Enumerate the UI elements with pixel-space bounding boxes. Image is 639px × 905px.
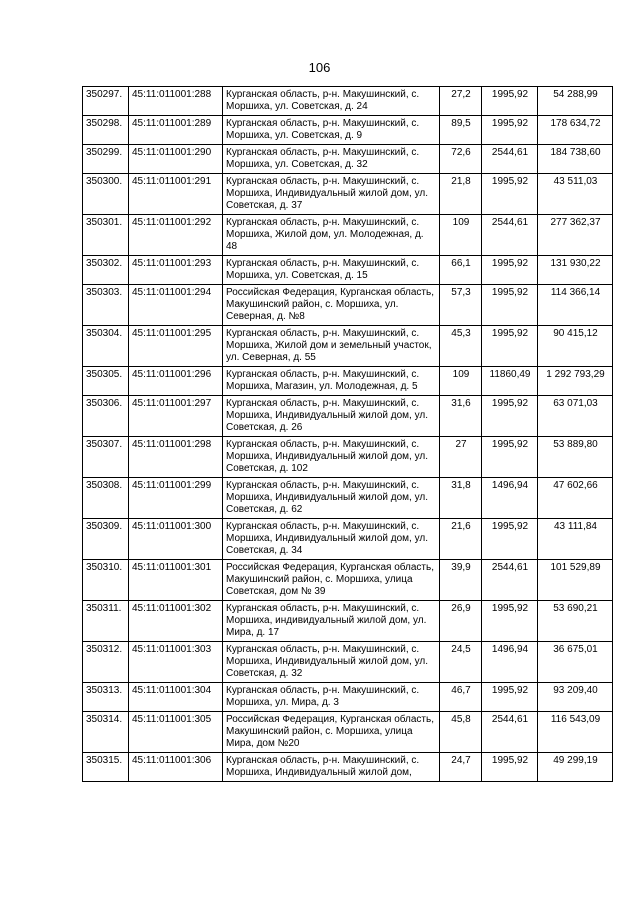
table-row xyxy=(83,437,613,478)
cadastral-value: 43 111,84 xyxy=(538,519,613,560)
table-row xyxy=(83,601,613,642)
page-number: 106 xyxy=(308,60,331,75)
table-row xyxy=(83,712,613,753)
table-row xyxy=(83,478,613,519)
object-address: Курганская область, р-н. Макушинский, с. Моршиха, Индивидуальный жилой дом, ул. Советская, д. 37 xyxy=(223,174,440,215)
table-row xyxy=(83,560,613,601)
object-area: 109 xyxy=(440,215,482,256)
specific-value: 2544,61 xyxy=(482,145,538,174)
row-number: 350298. xyxy=(83,116,129,145)
object-area: 24,7 xyxy=(440,753,482,782)
row-number: 350297. xyxy=(83,87,129,116)
row-number: 350305. xyxy=(83,367,129,396)
cadastral-value: 114 366,14 xyxy=(538,285,613,326)
object-address: Курганская область, р-н. Макушинский, с. Моршиха, ул. Советская, д. 15 xyxy=(223,256,440,285)
object-address: Российская Федерация, Курганская область, Макушинский район, с. Моршиха, улица Мира, дом №20 xyxy=(223,712,440,753)
cadastral-value: 93 209,40 xyxy=(538,683,613,712)
specific-value: 1995,92 xyxy=(482,174,538,215)
cadastral-value: 54 288,99 xyxy=(538,87,613,116)
cadastral-value: 90 415,12 xyxy=(538,326,613,367)
table-body xyxy=(83,87,613,782)
object-address: Курганская область, р-н. Макушинский, с. Моршиха, ул. Советская, д. 9 xyxy=(223,116,440,145)
specific-value: 1995,92 xyxy=(482,285,538,326)
cadastral-number: 45:11:011001:299 xyxy=(129,478,223,519)
specific-value: 1995,92 xyxy=(482,437,538,478)
object-area: 46,7 xyxy=(440,683,482,712)
object-area: 21,8 xyxy=(440,174,482,215)
specific-value: 1995,92 xyxy=(482,519,538,560)
specific-value: 1995,92 xyxy=(482,256,538,285)
object-area: 31,6 xyxy=(440,396,482,437)
table-row xyxy=(83,683,613,712)
object-area: 27 xyxy=(440,437,482,478)
object-address: Курганская область, р-н. Макушинский, с. Моршиха, Индивидуальный жилой дом, ул. Советская, д. 62 xyxy=(223,478,440,519)
cadastral-value: 101 529,89 xyxy=(538,560,613,601)
cadastral-number: 45:11:011001:292 xyxy=(129,215,223,256)
row-number: 350309. xyxy=(83,519,129,560)
row-number: 350313. xyxy=(83,683,129,712)
object-area: 45,3 xyxy=(440,326,482,367)
cadastral-number: 45:11:011001:290 xyxy=(129,145,223,174)
table-row xyxy=(83,753,613,782)
row-number: 350315. xyxy=(83,753,129,782)
table-row xyxy=(83,174,613,215)
object-area: 26,9 xyxy=(440,601,482,642)
table-row xyxy=(83,116,613,145)
object-area: 66,1 xyxy=(440,256,482,285)
cadastral-number: 45:11:011001:294 xyxy=(129,285,223,326)
object-address: Курганская область, р-н. Макушинский, с. Моршиха, индивидуальный жилой дом, ул. Мира, д. 17 xyxy=(223,601,440,642)
cadastral-number: 45:11:011001:291 xyxy=(129,174,223,215)
cadastral-value-table xyxy=(82,86,613,782)
cadastral-number: 45:11:011001:297 xyxy=(129,396,223,437)
cadastral-number: 45:11:011001:301 xyxy=(129,560,223,601)
row-number: 350303. xyxy=(83,285,129,326)
object-area: 89,5 xyxy=(440,116,482,145)
specific-value: 1496,94 xyxy=(482,642,538,683)
row-number: 350314. xyxy=(83,712,129,753)
row-number: 350302. xyxy=(83,256,129,285)
table-row xyxy=(83,519,613,560)
object-address: Курганская область, р-н. Макушинский, с. Моршиха, Индивидуальный жилой дом, xyxy=(223,753,440,782)
cadastral-number: 45:11:011001:303 xyxy=(129,642,223,683)
specific-value: 1995,92 xyxy=(482,116,538,145)
cadastral-number: 45:11:011001:289 xyxy=(129,116,223,145)
table-row xyxy=(83,87,613,116)
cadastral-number: 45:11:011001:305 xyxy=(129,712,223,753)
cadastral-number: 45:11:011001:293 xyxy=(129,256,223,285)
cadastral-value: 36 675,01 xyxy=(538,642,613,683)
object-area: 109 xyxy=(440,367,482,396)
specific-value: 1995,92 xyxy=(482,683,538,712)
object-area: 39,9 xyxy=(440,560,482,601)
cadastral-value: 1 292 793,29 xyxy=(538,367,613,396)
row-number: 350308. xyxy=(83,478,129,519)
cadastral-value: 63 071,03 xyxy=(538,396,613,437)
table-row xyxy=(83,256,613,285)
cadastral-value: 53 690,21 xyxy=(538,601,613,642)
cadastral-number: 45:11:011001:288 xyxy=(129,87,223,116)
cadastral-number: 45:11:011001:300 xyxy=(129,519,223,560)
object-address: Курганская область, р-н. Макушинский, с. Моршиха, ул. Мира, д. 3 xyxy=(223,683,440,712)
table-row xyxy=(83,396,613,437)
table-row xyxy=(83,215,613,256)
row-number: 350300. xyxy=(83,174,129,215)
specific-value: 11860,49 xyxy=(482,367,538,396)
object-area: 21,6 xyxy=(440,519,482,560)
cadastral-value: 53 889,80 xyxy=(538,437,613,478)
specific-value: 2544,61 xyxy=(482,215,538,256)
cadastral-value: 43 511,03 xyxy=(538,174,613,215)
table-row xyxy=(83,326,613,367)
cadastral-value: 49 299,19 xyxy=(538,753,613,782)
object-address: Курганская область, р-н. Макушинский, с. Моршиха, Жилой дом, ул. Молодежная, д. 48 xyxy=(223,215,440,256)
cadastral-number: 45:11:011001:302 xyxy=(129,601,223,642)
cadastral-value: 277 362,37 xyxy=(538,215,613,256)
object-area: 45,8 xyxy=(440,712,482,753)
row-number: 350299. xyxy=(83,145,129,174)
specific-value: 1995,92 xyxy=(482,326,538,367)
object-address: Курганская область, р-н. Макушинский, с. Моршиха, Индивидуальный жилой дом, ул. Советская, д. 26 xyxy=(223,396,440,437)
row-number: 350307. xyxy=(83,437,129,478)
row-number: 350312. xyxy=(83,642,129,683)
table-row xyxy=(83,145,613,174)
object-address: Курганская область, р-н. Макушинский, с. Моршиха, Индивидуальный жилой дом, ул. Советская, д. 32 xyxy=(223,642,440,683)
cadastral-value: 184 738,60 xyxy=(538,145,613,174)
object-address: Российская Федерация, Курганская область, Макушинский район, с. Моршиха, улица Советская, дом № 39 xyxy=(223,560,440,601)
cadastral-number: 45:11:011001:295 xyxy=(129,326,223,367)
object-address: Курганская область, р-н. Макушинский, с. Моршиха, ул. Советская, д. 24 xyxy=(223,87,440,116)
object-address: Курганская область, р-н. Макушинский, с. Моршиха, ул. Советская, д. 32 xyxy=(223,145,440,174)
specific-value: 2544,61 xyxy=(482,560,538,601)
specific-value: 1496,94 xyxy=(482,478,538,519)
row-number: 350301. xyxy=(83,215,129,256)
object-address: Курганская область, р-н. Макушинский, с. Моршиха, Жилой дом и земельный участок, ул. Северная, д. 55 xyxy=(223,326,440,367)
cadastral-value: 47 602,66 xyxy=(538,478,613,519)
specific-value: 1995,92 xyxy=(482,601,538,642)
object-address: Курганская область, р-н. Макушинский, с. Моршиха, Индивидуальный жилой дом, ул. Советская, д. 102 xyxy=(223,437,440,478)
object-address: Российская Федерация, Курганская область, Макушинский район, с. Моршиха, ул. Северная, д. №8 xyxy=(223,285,440,326)
row-number: 350304. xyxy=(83,326,129,367)
object-address: Курганская область, р-н. Макушинский, с. Моршиха, Индивидуальный жилой дом, ул. Советская, д. 34 xyxy=(223,519,440,560)
cadastral-value: 131 930,22 xyxy=(538,256,613,285)
specific-value: 2544,61 xyxy=(482,712,538,753)
object-address: Курганская область, р-н. Макушинский, с. Моршиха, Магазин, ул. Молодежная, д. 5 xyxy=(223,367,440,396)
cadastral-number: 45:11:011001:298 xyxy=(129,437,223,478)
row-number: 350310. xyxy=(83,560,129,601)
object-area: 24,5 xyxy=(440,642,482,683)
cadastral-number: 45:11:011001:304 xyxy=(129,683,223,712)
object-area: 72,6 xyxy=(440,145,482,174)
object-area: 27,2 xyxy=(440,87,482,116)
cadastral-value: 178 634,72 xyxy=(538,116,613,145)
specific-value: 1995,92 xyxy=(482,87,538,116)
object-area: 31,8 xyxy=(440,478,482,519)
table-row xyxy=(83,285,613,326)
specific-value: 1995,92 xyxy=(482,396,538,437)
object-area: 57,3 xyxy=(440,285,482,326)
table-row xyxy=(83,642,613,683)
cadastral-value: 116 543,09 xyxy=(538,712,613,753)
table-row xyxy=(83,367,613,396)
cadastral-number: 45:11:011001:306 xyxy=(129,753,223,782)
row-number: 350306. xyxy=(83,396,129,437)
cadastral-number: 45:11:011001:296 xyxy=(129,367,223,396)
specific-value: 1995,92 xyxy=(482,753,538,782)
row-number: 350311. xyxy=(83,601,129,642)
